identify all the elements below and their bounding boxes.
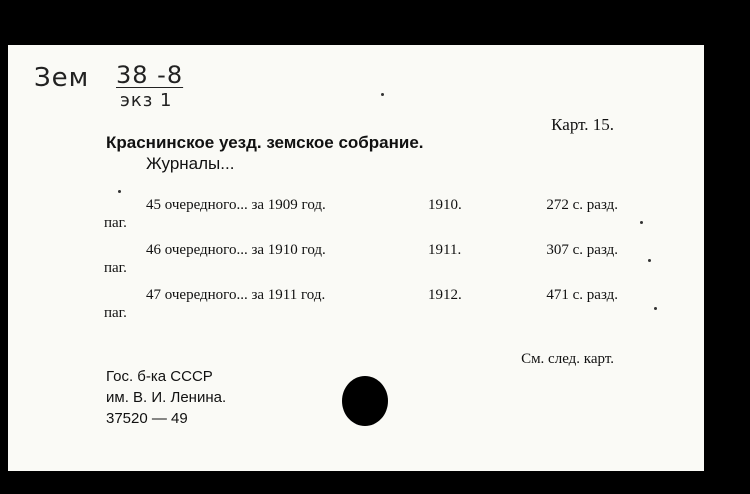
card-subtitle: Журналы...: [146, 154, 235, 173]
entry-row: [104, 287, 624, 321]
entry-description: 47 очередного... за 1911 год.: [146, 287, 326, 303]
library-line-1: Гос. б-ка СССР: [106, 368, 213, 385]
library-line-2: им. В. И. Ленина.: [106, 389, 227, 406]
speck-mark: [640, 221, 643, 224]
entry-pages: 307 с. разд.: [546, 242, 618, 258]
entry-pages: 471 с. разд.: [546, 287, 618, 303]
card-title: Краснинское уезд. земское собрание.: [106, 133, 424, 152]
speck-mark: [381, 93, 384, 96]
entry-suffix: паг.: [104, 305, 127, 321]
entry-year: 1912.: [428, 287, 462, 303]
entry-year: 1910.: [428, 197, 462, 213]
entry-pages: 272 с. разд.: [546, 197, 618, 213]
entry-suffix: паг.: [104, 260, 127, 276]
entry-description: 46 очередного... за 1910 год.: [146, 242, 326, 258]
speck-mark: [648, 259, 651, 262]
handwritten-number: 38 -8: [116, 61, 184, 89]
entry-suffix: паг.: [104, 215, 127, 231]
see-next-card: См. след. карт.: [521, 351, 614, 367]
punch-hole: [342, 376, 388, 426]
speck-mark: [654, 307, 657, 310]
library-line-3: 37520 — 49: [106, 410, 188, 427]
entry-year: 1911.: [428, 242, 462, 258]
handwritten-prefix: Зем: [34, 63, 90, 93]
entry-description: 45 очередного... за 1909 год.: [146, 197, 326, 213]
entry-row: [104, 197, 624, 231]
handwritten-copy-mark: экз 1: [120, 90, 173, 111]
library-stamp: [106, 366, 226, 429]
catalog-card: [8, 45, 704, 471]
speck-mark: [118, 190, 121, 193]
card-number: Карт. 15.: [551, 115, 614, 134]
entry-row: [104, 242, 624, 276]
